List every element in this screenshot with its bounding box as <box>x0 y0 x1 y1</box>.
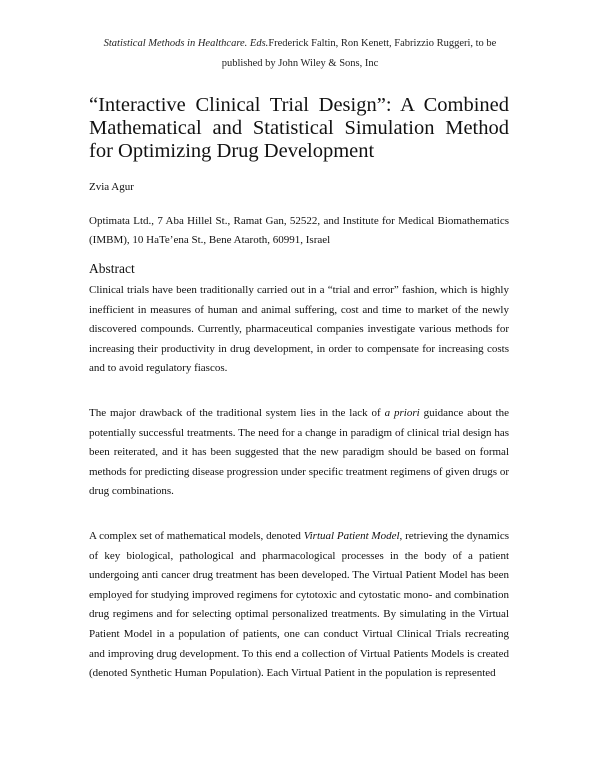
paper-title: “Interactive Clinical Trial Design”: A Combined Mathematical and Statistical Simulation Method for Optimizing Drug Development <box>89 94 509 162</box>
paragraph-text: guidance about the potentially successful treatments. The need for a change in paradigm of clinical trial design has been reiterated, and it has been suggested that the new paradigm should be based on formal methods for predicting disease progression under specific treatment regimens of given drugs or drug combinations. <box>89 407 509 498</box>
abstract-paragraph-1: Clinical trials have been traditionally carried out in a “trial and error” fashion, which is highly inefficient in measures of human and animal suffering, cost and time to market of the newly discovered compounds. Currently, pharmaceutical companies investigate various methods for increasing their productivity in drug development, in order to compensate for increasing costs and to avoid regulatory fiascos. <box>89 284 509 375</box>
header-publisher: published by John Wiley & Sons, Inc <box>221 58 379 69</box>
abstract-heading: Abstract <box>89 261 135 276</box>
emphasis-text: Virtual Patient Model <box>303 530 400 542</box>
header-source: Statistical Methods in Healthcare. Eds. <box>103 38 269 49</box>
paragraph-text: A complex set of mathematical models, denoted <box>89 530 304 542</box>
running-header <box>70 34 530 74</box>
header-editors: Frederick Faltin, Ron Kenett, Fabrizzio Ruggeri, to be <box>268 38 497 49</box>
paragraph-text: , retrieving the dynamics of key biological, pathological and pharmacological processes in the body of a patient undergoing anti cancer drug treatment has been developed. The Virtual Patient Model has been employed for studying improved regimens for cytotoxic and cytostatic mono- and combination drug regimens and for selecting optimal personalized treatments. By simulating in the Virtual Patient Model in a population of patients, one can conduct Virtual Clinical Trials recreating and improving drug development. To this end a collection of Virtual Patients Models is created (denoted Synthetic Human Population). Each Virtual Patient in the population is represented <box>89 530 510 680</box>
author-name: Zvia Agur <box>89 181 134 193</box>
abstract-paragraph-3 <box>89 527 509 684</box>
emphasis-text: a priori <box>384 407 420 419</box>
paragraph-text: The major drawback of the traditional system lies in the lack of <box>89 407 385 419</box>
author-affiliation: Optimata Ltd., 7 Aba Hillel St., Ramat Gan, 52522, and Institute for Medical Biomathematics (IMBM), 10 HaTe’ena St., Bene Ataroth, 60991, Israel <box>89 215 509 246</box>
abstract-paragraph-2 <box>89 404 509 502</box>
